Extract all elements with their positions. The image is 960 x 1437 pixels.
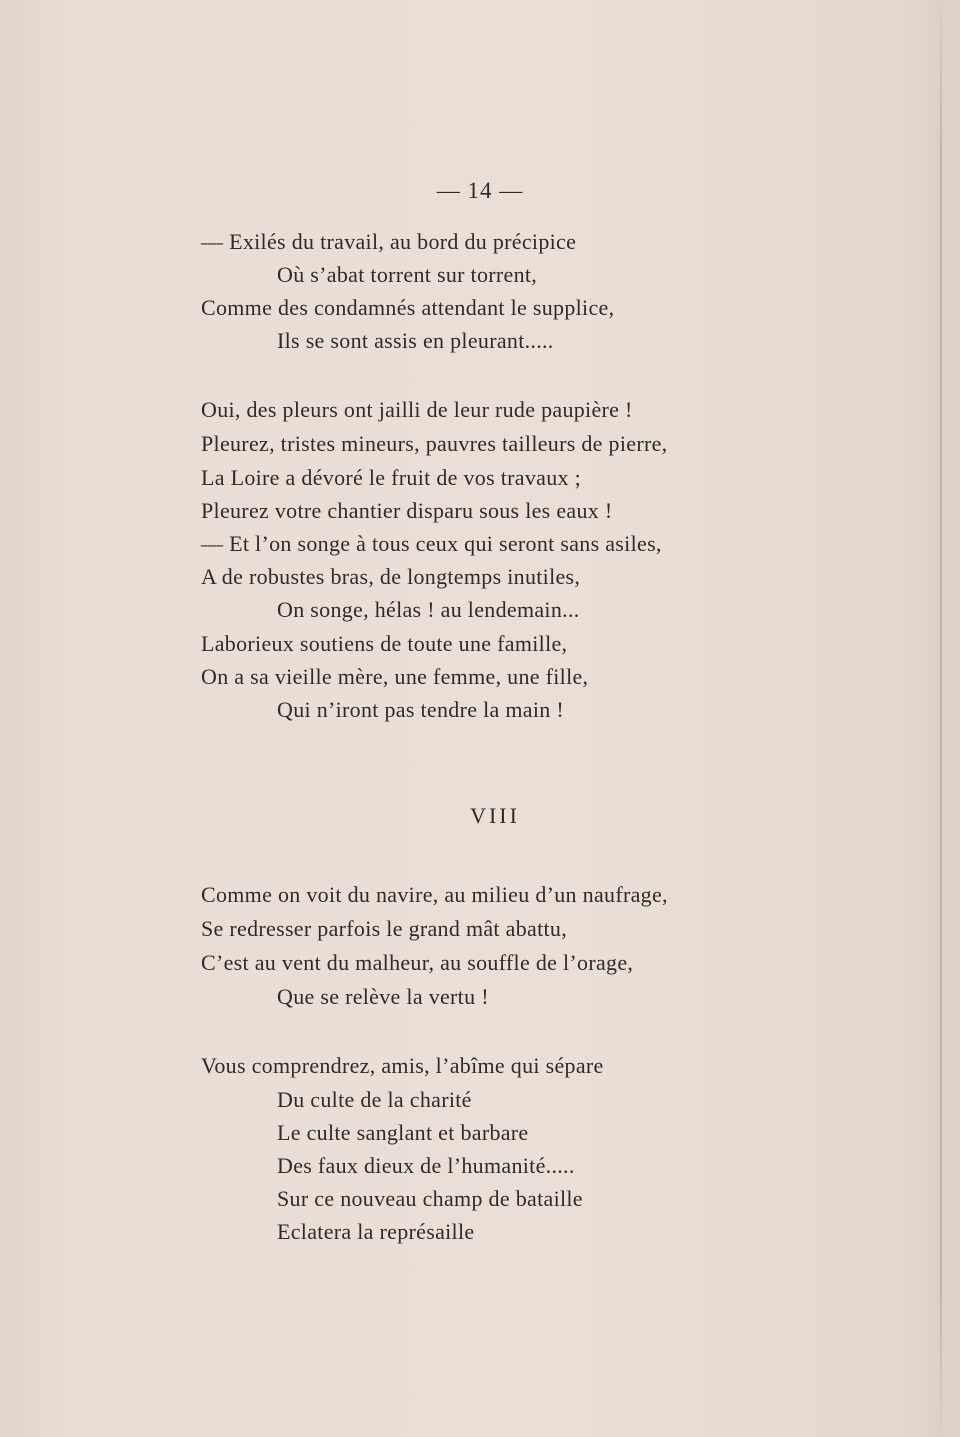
poem-line: Se redresser parfois le grand mât abattu, <box>201 916 567 941</box>
poem-line: A de robustes bras, de longtemps inutiles, <box>201 564 581 589</box>
poem-line: Comme on voit du navire, au milieu d’un naufrage, <box>201 882 668 907</box>
poem-line: Que se relève la vertu ! <box>277 984 489 1009</box>
section-heading: VIII <box>470 803 520 828</box>
poem-line: Comme des condamnés attendant le supplice, <box>201 295 615 320</box>
poem-line: Vous comprendrez, amis, l’abîme qui sépare <box>201 1053 604 1078</box>
poem-line: Pleurez votre chantier disparu sous les eaux ! <box>201 498 613 523</box>
poem-line: Eclatera la représaille <box>277 1219 475 1244</box>
poem-line: Des faux dieux de l’humanité..... <box>277 1153 575 1178</box>
poem-line: — Et l’on songe à tous ceux qui seront sans asiles, <box>201 531 662 556</box>
poem-line: Oui, des pleurs ont jailli de leur rude paupière ! <box>201 397 633 422</box>
poem-line: Sur ce nouveau champ de bataille <box>277 1186 583 1211</box>
poem-line: — Exilés du travail, au bord du précipice <box>201 229 577 254</box>
page-fold-line <box>940 0 942 1437</box>
poem-line: Pleurez, tristes mineurs, pauvres tailleurs de pierre, <box>201 431 668 456</box>
poem-line: La Loire a dévoré le fruit de vos travaux ; <box>201 465 582 490</box>
poem-line: C’est au vent du malheur, au souffle de l’orage, <box>201 950 634 975</box>
page-edge <box>942 0 960 1437</box>
poem-line: Ils se sont assis en pleurant..... <box>277 328 554 353</box>
poem-line: On songe, hélas ! au lendemain... <box>277 597 580 622</box>
poem-line: Le culte sanglant et barbare <box>277 1120 529 1145</box>
page-number: — 14 — <box>436 178 524 203</box>
poem-line: On a sa vieille mère, une femme, une fille, <box>201 664 589 689</box>
poem-line: Où s’abat torrent sur torrent, <box>277 262 538 287</box>
poem-line: Du culte de la charité <box>277 1087 472 1112</box>
poem-line: Qui n’iront pas tendre la main ! <box>277 697 564 722</box>
poem-line: Laborieux soutiens de toute une famille, <box>201 631 568 656</box>
